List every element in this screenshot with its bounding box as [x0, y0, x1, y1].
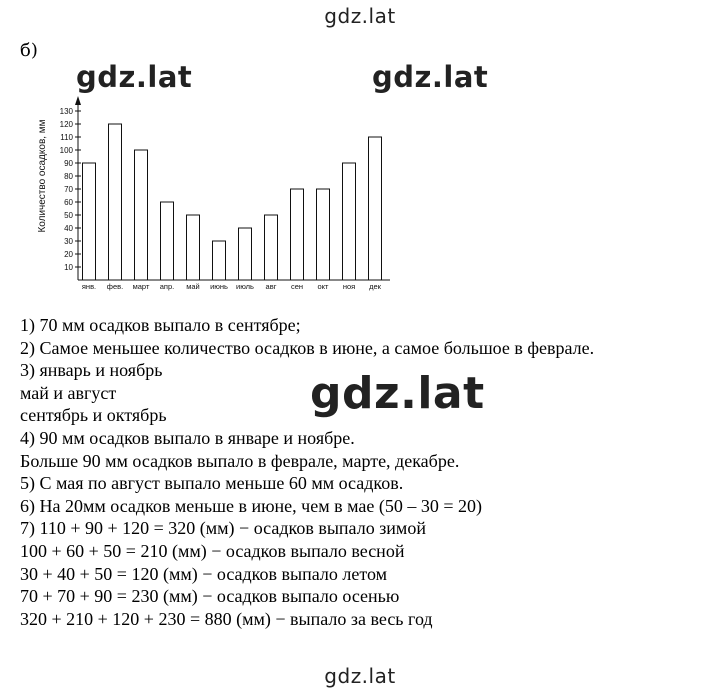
answer-line: 1) 70 мм осадков выпало в сентябре; — [20, 315, 301, 335]
y-tick-label: 120 — [59, 120, 73, 129]
x-tick-label: фев. — [106, 282, 124, 291]
answer-line: 30 + 40 + 50 = 120 (мм) − осадков выпало летом — [20, 563, 388, 584]
x-tick-label: июль — [236, 282, 254, 291]
x-tick-label: янв. — [81, 282, 97, 291]
watermark-bottom: gdz.lat — [324, 664, 396, 688]
bar — [83, 163, 96, 280]
answer-line: 7) 110 + 90 + 120 = 320 (мм) − осадков выпало зимой — [20, 518, 426, 539]
y-tick-label: 70 — [64, 185, 73, 194]
answer-line: 5) С мая по август выпало меньше 60 мм осадков. — [20, 473, 404, 494]
bar — [291, 189, 304, 280]
watermark-chart-left: gdz.lat — [76, 60, 193, 94]
bar — [135, 150, 148, 280]
y-axis-title-group — [37, 119, 48, 232]
y-tick-label: 130 — [59, 107, 73, 116]
y-tick-label: 30 — [64, 237, 73, 246]
y-tick-label: 10 — [64, 263, 73, 272]
x-tick-label: сен — [290, 282, 304, 291]
x-tick-label: март — [132, 282, 150, 291]
answer-line: 6) На 20мм осадков меньше в июне, чем в мае (50 – 30 = 20) — [20, 495, 482, 516]
y-tick-label: 50 — [64, 211, 73, 220]
part-label: б) — [20, 40, 38, 61]
answer-line: 320 + 210 + 120 + 230 = 880 (мм) − выпало за весь год — [20, 608, 433, 629]
answer-line: 4) 90 мм осадков выпало в январе и ноябре. — [20, 427, 355, 448]
x-tick-label: дек — [369, 282, 381, 291]
answer-line: сентябрь и октябрь — [20, 405, 167, 426]
x-tick-label: июнь — [210, 282, 228, 291]
y-tick-label: 90 — [64, 159, 73, 168]
y-tick-label: 100 — [59, 146, 73, 155]
bar — [265, 215, 278, 280]
y-tick-label: 80 — [64, 172, 73, 181]
y-axis-arrow — [75, 96, 81, 105]
bar — [109, 124, 122, 280]
answer-line: май и август — [20, 382, 117, 403]
bar — [213, 241, 226, 280]
answers-list — [20, 314, 594, 630]
answer-line: 100 + 60 + 50 = 210 (мм) − осадков выпало весной — [20, 540, 405, 561]
y-tick-label: 110 — [60, 133, 73, 142]
bars — [83, 124, 382, 280]
bar — [187, 215, 200, 280]
watermark-chart-right: gdz.lat — [372, 60, 489, 94]
y-tick-label: 20 — [64, 250, 73, 259]
answer-line: Больше 90 мм осадков выпало в феврале, марте, декабре. — [20, 450, 460, 471]
x-tick-label: апр. — [159, 282, 175, 291]
bar — [317, 189, 330, 280]
watermark-top: gdz.lat — [324, 4, 396, 28]
x-tick-label: ноя — [342, 282, 356, 291]
bar — [343, 163, 356, 280]
precipitation-bar-chart — [34, 62, 394, 294]
bar — [239, 228, 252, 280]
y-axis-title: Количество осадков, мм — [37, 119, 48, 233]
answer-line: 2) Самое меньшее количество осадков в июне, а самое большое в феврале. — [20, 337, 595, 358]
bar — [369, 137, 382, 280]
answer-line: 70 + 70 + 90 = 230 (мм) − осадков выпало осенью — [20, 586, 400, 607]
bar — [161, 202, 174, 280]
x-tick-label: окт — [317, 282, 329, 291]
x-tick-label: авг — [265, 282, 277, 291]
x-tick-label: май — [186, 282, 200, 291]
x-tick-labels — [82, 282, 382, 291]
answer-line: 3) январь и ноябрь — [20, 360, 163, 381]
y-tick-label: 40 — [64, 224, 73, 233]
watermark-center: gdz.lat — [310, 368, 485, 419]
y-tick-label: 60 — [64, 198, 73, 207]
